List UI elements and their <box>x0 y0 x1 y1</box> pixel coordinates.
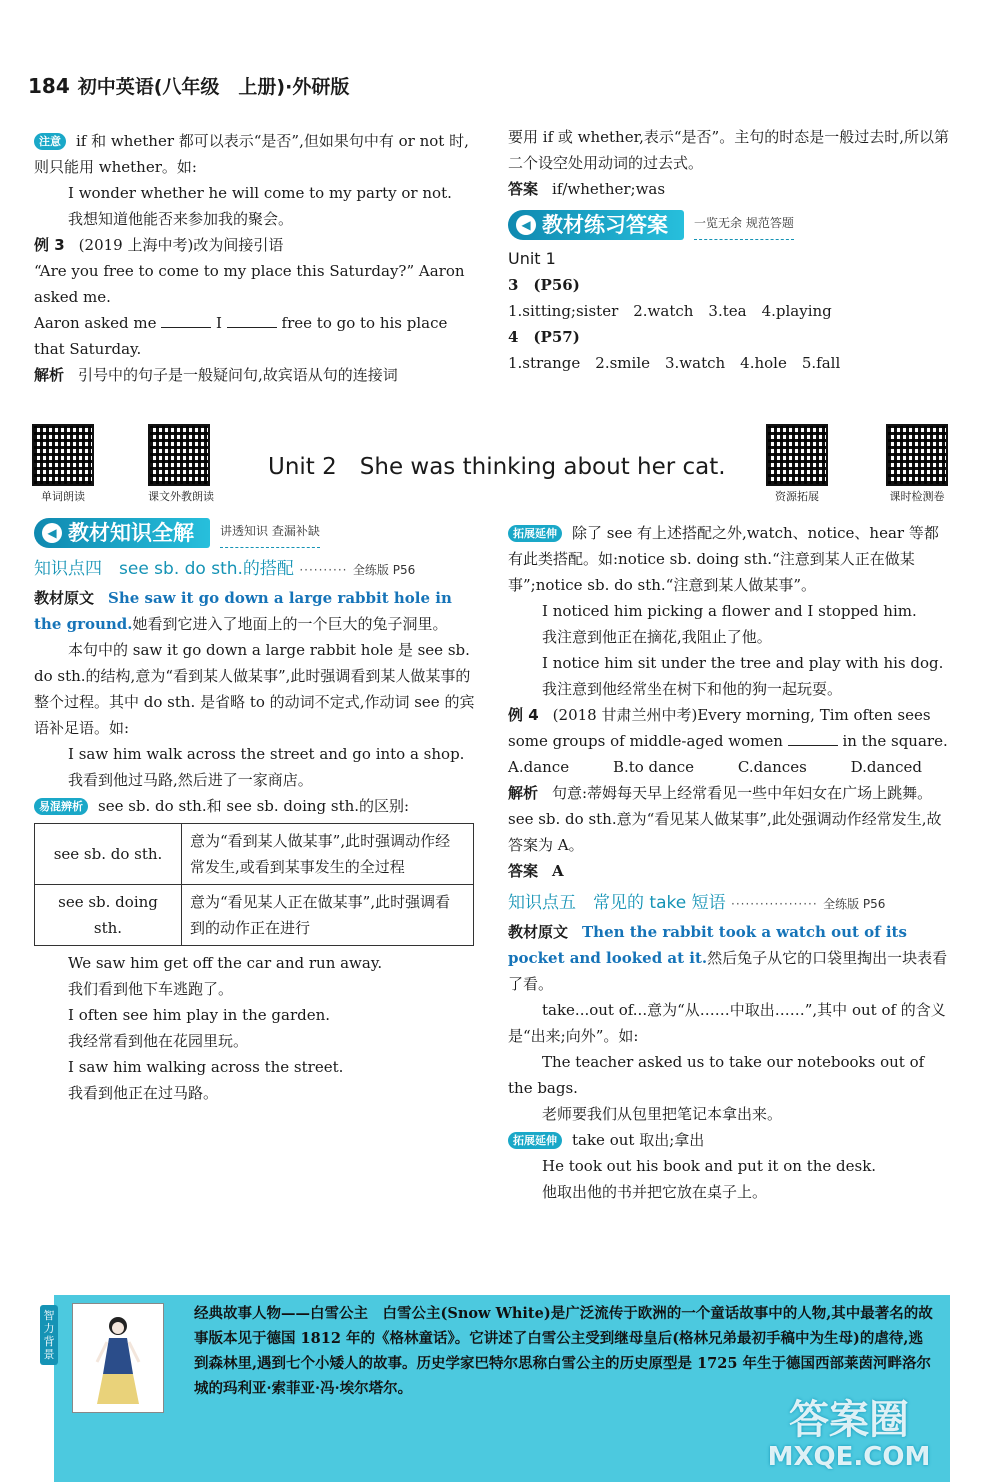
orig-label: 教材原文 <box>508 923 569 941</box>
extension-text: 除了 see 有上述搭配之外,watch、notice、hear 等都有此类搭配。如:notice sb. doing sth.“注意到某人正在做某事”;notice sb. do sth.“注意到某人做某事”。 <box>508 524 939 594</box>
take1-zh: 老师要我们从包里把笔记本拿出来。 <box>542 1105 783 1123</box>
qr-code-icon <box>766 424 828 486</box>
knowledge-banner <box>34 518 478 548</box>
blank-2 <box>227 313 277 328</box>
example3-source: (2019 上海中考)改为间接引语 <box>78 236 284 254</box>
banner-title: 教材练习答案 <box>542 213 668 237</box>
answer-label: 答案 <box>508 862 539 880</box>
exercise4-head: 4 (P57) <box>508 328 580 346</box>
notice2-en: I notice him sit under the tree and play with his dog. <box>542 654 944 672</box>
take2-en: He took out his book and put it on the desk. <box>542 1157 877 1175</box>
qr-caption: 资源拓展 <box>775 490 819 503</box>
example4-q1: Every morning, Tim often sees some groups of middle-aged women <box>508 706 931 750</box>
background-body: 白雪公主(Snow White)是广泛流传于欧洲的一个童话故事中的人物,其中最著名的故事版本见于德国 1812 年的《格林童话》。它讲述了白雪公主受到继母皇后(格林兄弟最初手稿中为生母)的虐待,逃到森林里,遇到七个小矮人的故事。历史学家巴特尔思称白雪公主的历史原型是 1725 年生于德国西部莱茵河畔洛尔城的玛利亚·索菲亚·冯·埃尔塔尔。 <box>194 1305 933 1397</box>
knowledge-point-4: 知识点四 see sb. do sth.的搭配 ·········· 全练版 P56 <box>34 559 416 579</box>
background-knowledge-box <box>43 1295 950 1482</box>
notice1-en: I noticed him picking a flower and I stopped him. <box>542 602 917 620</box>
continuation-text: 要用 if 或 whether,表示“是否”。主句的时态是一般过去时,所以第二个设空处用动词的过去式。 <box>508 128 949 172</box>
example3-question: “Are you free to come to my place this Saturday?” Aaron asked me. <box>34 262 465 306</box>
watermark-text: 答案圈 <box>789 1397 909 1443</box>
jiexi-text: 句意:蒂姆每天早上经常看见一些中年妇女在广场上跳舞。see sb. do sth.意为“看见某人做某事”,此处强调动作经常发生,故答案为 A。 <box>508 784 942 854</box>
banner-title: 教材知识全解 <box>68 521 194 545</box>
unit-title: Unit 2 She was thinking about her cat. <box>268 454 726 480</box>
left-top-column <box>34 128 478 388</box>
exercise4-answers: 1.strange 2.smile 3.watch 4.hole 5.fall <box>508 354 841 372</box>
jiexi-text: 引号中的句子是一般疑问句,故宾语从句的连接词 <box>78 366 398 384</box>
example3-a3: free to go to his place that Saturday. <box>34 314 448 358</box>
example4-q2: in the square. <box>842 732 948 750</box>
jiexi-label: 解析 <box>508 784 539 802</box>
knowledge-point-5: 知识点五 常见的 take 短语 ·················· 全练版 P56 <box>508 893 886 913</box>
exercise3-head: 3 (P56) <box>508 276 580 294</box>
right-top-column <box>508 124 952 376</box>
qr-resources[interactable] <box>766 424 828 504</box>
option-b: B.to dance <box>612 758 695 776</box>
banner-subtitle: 讲透知识 查漏补缺 <box>220 518 320 548</box>
banner-subtitle: 一览无余 规范答题 <box>694 210 794 240</box>
comparison-table <box>34 823 474 946</box>
example3-a2: I <box>216 314 222 332</box>
qr-code-icon <box>148 424 210 486</box>
right-main-column <box>508 520 952 1205</box>
example3-label: 例 3 <box>34 236 65 254</box>
take2-zh: 他取出他的书并把它放在桌子上。 <box>542 1183 768 1201</box>
page-header <box>28 72 349 99</box>
example-en: I wonder whether he will come to my party or not. <box>68 184 452 202</box>
watermark-url: MXQE.COM <box>767 1442 931 1472</box>
extension-tag-2: 拓展延伸 <box>508 1132 562 1149</box>
kp-source: 全练版 P56 <box>823 897 886 911</box>
example1-en: I saw him walk across the street and go into a shop. <box>68 745 465 763</box>
table-cell: 意为“看见某人正在做某事”,此时强调看到的动作正在进行 <box>182 885 474 946</box>
blank-1 <box>161 313 211 328</box>
left-main-column <box>34 518 478 1106</box>
snow-white-illustration <box>72 1303 164 1413</box>
megaphone-icon: ◀ <box>42 523 62 543</box>
example3-zh: 我经常看到他在花园里玩。 <box>68 1032 249 1050</box>
example2-zh: 我们看到他下车逃跑了。 <box>68 980 234 998</box>
side-label: 智力背景 <box>40 1305 58 1365</box>
note-text: if 和 whether 都可以表示“是否”,但如果句中有 or not 时,则只能用 whether。如: <box>34 132 469 176</box>
example4-source: (2018 甘肃兰州中考) <box>552 706 698 724</box>
answer-text: if/whether;was <box>552 180 666 198</box>
confuse-tag: 易混辨析 <box>34 798 88 815</box>
qr-caption: 课时检测卷 <box>889 490 945 503</box>
example3-a1: Aaron asked me <box>34 314 157 332</box>
table-cell: see sb. do sth. <box>35 824 182 885</box>
orig-zh: 她看到它进入了地面上的一个巨大的兔子洞里。 <box>132 615 448 633</box>
example4-zh: 我看到他正在过马路。 <box>68 1084 219 1102</box>
qr-code-icon <box>32 424 94 486</box>
qr-caption: 单词朗读 <box>41 490 85 503</box>
confuse-text: see sb. do sth.和 see sb. doing sth.的区别: <box>98 797 410 815</box>
option-c: C.dances <box>737 758 807 776</box>
qr-code-icon <box>886 424 948 486</box>
page-number: 184 <box>28 74 70 98</box>
exercise-answer-banner <box>508 210 952 240</box>
jiexi-label: 解析 <box>34 366 65 384</box>
notice1-zh: 我注意到他正在摘花,我阻止了他。 <box>542 628 772 646</box>
qr-text-reading[interactable] <box>148 424 214 504</box>
note-tag: 注意 <box>34 133 66 150</box>
qr-word-reading[interactable] <box>32 424 94 504</box>
options-row <box>508 754 952 780</box>
megaphone-icon: ◀ <box>516 215 536 235</box>
unit1-label: Unit 1 <box>508 249 556 268</box>
extension-text-2: take out 取出;拿出 <box>572 1131 705 1149</box>
table-row <box>35 885 474 946</box>
watermark-logo <box>754 1398 944 1478</box>
exercise3-answers: 1.sitting;sister 2.watch 3.tea 4.playing <box>508 302 832 320</box>
orig-zh: 然后兔子从它的口袋里掏出一块表看了看。 <box>508 949 948 993</box>
qr-lesson-test[interactable] <box>886 424 948 504</box>
orig-label: 教材原文 <box>34 589 95 607</box>
example3-en: I often see him play in the garden. <box>68 1006 331 1024</box>
notice2-zh: 我注意到他经常坐在树下和他的狗一起玩耍。 <box>542 680 843 698</box>
take-explanation: take...out of...意为“从……中取出……”,其中 out of 的含义是“出来;向外”。如: <box>508 1001 946 1045</box>
kp-source: 全练版 P56 <box>352 563 416 577</box>
kp-title: 知识点五 常见的 take 短语 <box>508 893 726 913</box>
table-cell: 意为“看到某人做某事”,此时强调动作经常发生,或看到某事发生的全过程 <box>182 824 474 885</box>
example2-en: We saw him get off the car and run away. <box>68 954 383 972</box>
example1-zh: 我看到他过马路,然后进了一家商店。 <box>68 771 313 789</box>
answer-text: A <box>552 862 564 880</box>
background-title: 经典故事人物——白雪公主 <box>194 1305 368 1322</box>
example4-en: I saw him walking across the street. <box>68 1058 344 1076</box>
kp-title: 知识点四 see sb. do sth.的搭配 <box>34 559 294 579</box>
example4-label: 例 4 <box>508 706 539 724</box>
answer-label: 答案 <box>508 180 539 198</box>
option-a: A.dance <box>508 758 570 776</box>
qr-caption: 课文外教朗读 <box>148 490 214 503</box>
orig-en: Then the rabbit took a watch out of its pocket and looked at it. <box>508 923 907 967</box>
background-text <box>194 1301 934 1401</box>
orig-en: She saw it go down a large rabbit hole in the ground. <box>34 589 452 633</box>
blank-3 <box>788 731 838 746</box>
option-d: D.danced <box>850 758 922 776</box>
extension-tag: 拓展延伸 <box>508 525 562 542</box>
table-row <box>35 824 474 885</box>
take1-en: The teacher asked us to take our notebooks out of the bags. <box>508 1053 925 1097</box>
example-zh: 我想知道他能否来参加我的聚会。 <box>68 210 294 228</box>
book-title: 初中英语(八年级 上册)·外研版 <box>77 76 350 98</box>
explanation: 本句中的 saw it go down a large rabbit hole 是 see sb. do sth.的结构,意为“看到某人做某事”,此时强调看到某人做某事的整个过程。其中 do sth. 是省略 to 的动词不定式,作动词 see 的宾语补足语。如: <box>34 641 475 737</box>
table-cell: see sb. doing sth. <box>35 885 182 946</box>
